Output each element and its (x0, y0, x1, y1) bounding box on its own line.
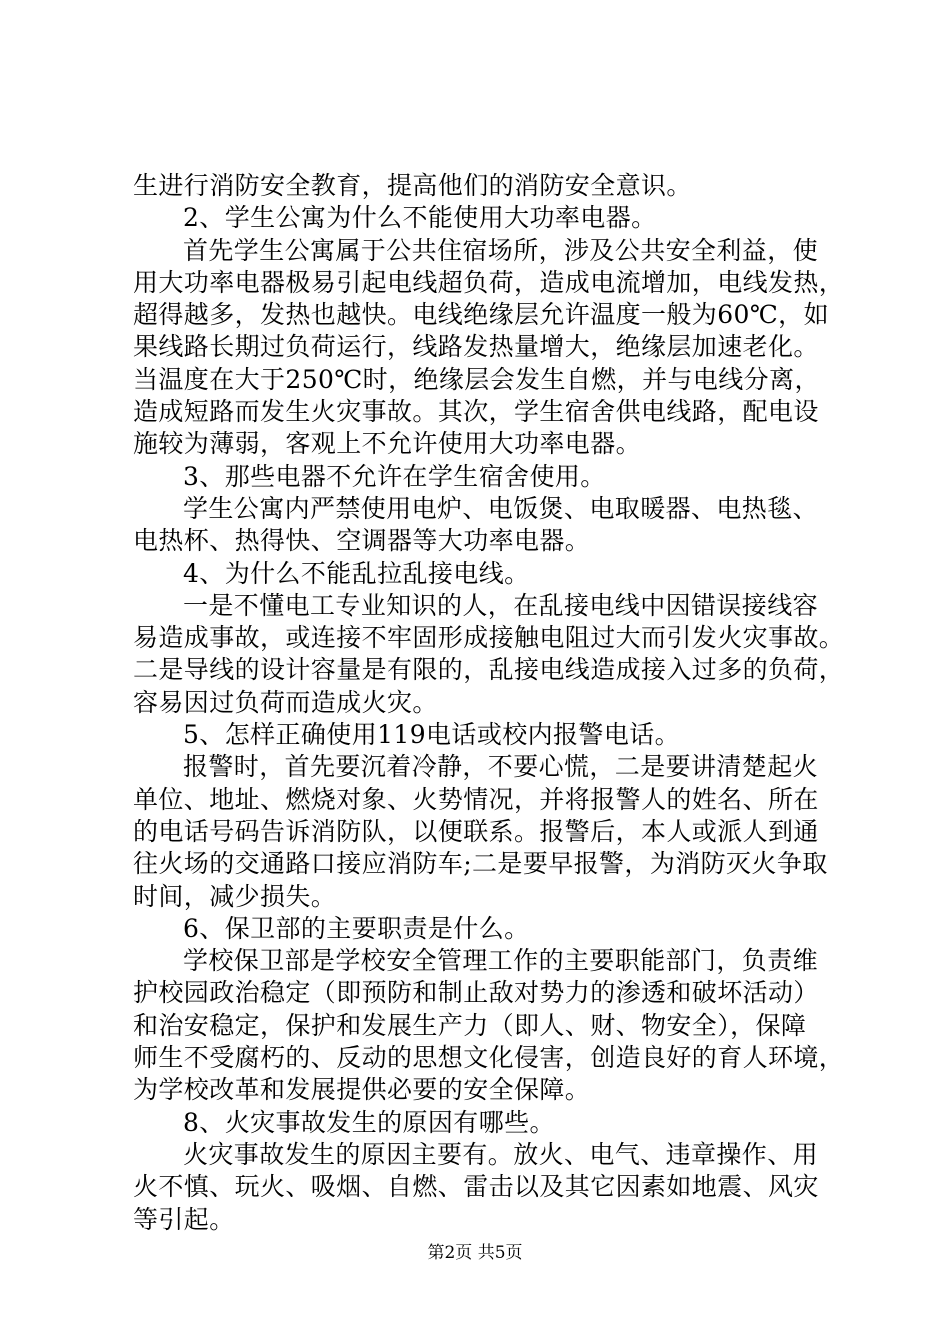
text-line: 时间，减少损失。 (133, 881, 337, 911)
text-line: 容易因过负荷而造成火灾。 (133, 687, 438, 717)
text-line: 等引起。 (133, 1204, 235, 1234)
text-line: 和治安稳定，保护和发展生产力（即人、财、物安全），保障 (133, 1010, 807, 1040)
text-line: 火灾事故发生的原因主要有。放火、电气、违章操作、用 (183, 1139, 819, 1169)
text-line: 学生公寓内严禁使用电炉、电饭煲、电取暖器、电热毯、 (183, 493, 819, 523)
text-line: 施较为薄弱，客观上不允许使用大功率电器。 (133, 429, 642, 459)
text-line: 2、学生公寓为什么不能使用大功率电器。 (183, 203, 657, 233)
text-line: 一是不懂电工专业知识的人，在乱接电线中因错误接线容 (183, 590, 819, 620)
text-line: 的电话号码告诉消防队，以便联系。报警后，本人或派人到通 (133, 816, 819, 846)
text-line: 5、怎样正确使用119电话或校内报警电话。 (183, 720, 681, 750)
text-line: 二是导线的设计容量是有限的，乱接电线造成接入过多的负荷， (133, 655, 845, 685)
text-line: 师生不受腐朽的、反动的思想文化侵害，创造良好的育人环境， (133, 1043, 845, 1073)
text-line: 果线路长期过负荷运行，线路发热量增大，绝缘层加速老化。 (133, 332, 819, 362)
text-line: 4、为什么不能乱拉乱接电线。 (183, 558, 530, 588)
text-line: 单位、地址、燃烧对象、火势情况，并将报警人的姓名、所在 (133, 784, 819, 814)
text-line: 3、那些电器不允许在学生宿舍使用。 (183, 461, 606, 491)
text-line: 护校园政治稳定（即预防和制止敌对势力的渗透和破坏活动） (133, 978, 819, 1008)
text-line: 6、保卫部的主要职责是什么。 (183, 913, 530, 943)
text-line: 8、火灾事故发生的原因有哪些。 (183, 1107, 555, 1137)
text-line: 当温度在大于250℃时，绝缘层会发生自燃，并与电线分离， (133, 364, 820, 394)
text-line: 造成短路而发生火灾事故。其次，学生宿舍供电线路，配电设 (133, 397, 819, 427)
text-line: 超得越多，发热也越快。电线绝缘层允许温度一般为60℃，如 (133, 300, 829, 330)
text-line: 为学校改革和发展提供必要的安全保障。 (133, 1075, 591, 1105)
text-line: 首先学生公寓属于公共住宿场所，涉及公共安全利益，使 (183, 235, 819, 265)
text-line: 火不慎、玩火、吸烟、自燃、雷击以及其它因素如地震、风灾 (133, 1172, 819, 1202)
text-line: 易造成事故，或连接不牢固形成接触电阻过大而引发火灾事故。 (133, 623, 845, 653)
document-body (133, 170, 845, 1236)
text-line: 报警时，首先要沉着冷静，不要心慌，二是要讲清楚起火 (183, 752, 819, 782)
page-number-footer: 第2页 共5页 (427, 1243, 523, 1263)
text-line: 用大功率电器极易引起电线超负荷，造成电流增加，电线发热， (133, 267, 845, 297)
text-line: 生进行消防安全教育，提高他们的消防安全意识。 (133, 171, 692, 200)
text-line: 往火场的交通路口接应消防车;二是要早报警，为消防灭火争取 (133, 849, 828, 879)
text-line: 学校保卫部是学校安全管理工作的主要职能部门，负责维 (183, 946, 819, 976)
text-line: 电热杯、热得快、空调器等大功率电器。 (133, 526, 591, 556)
